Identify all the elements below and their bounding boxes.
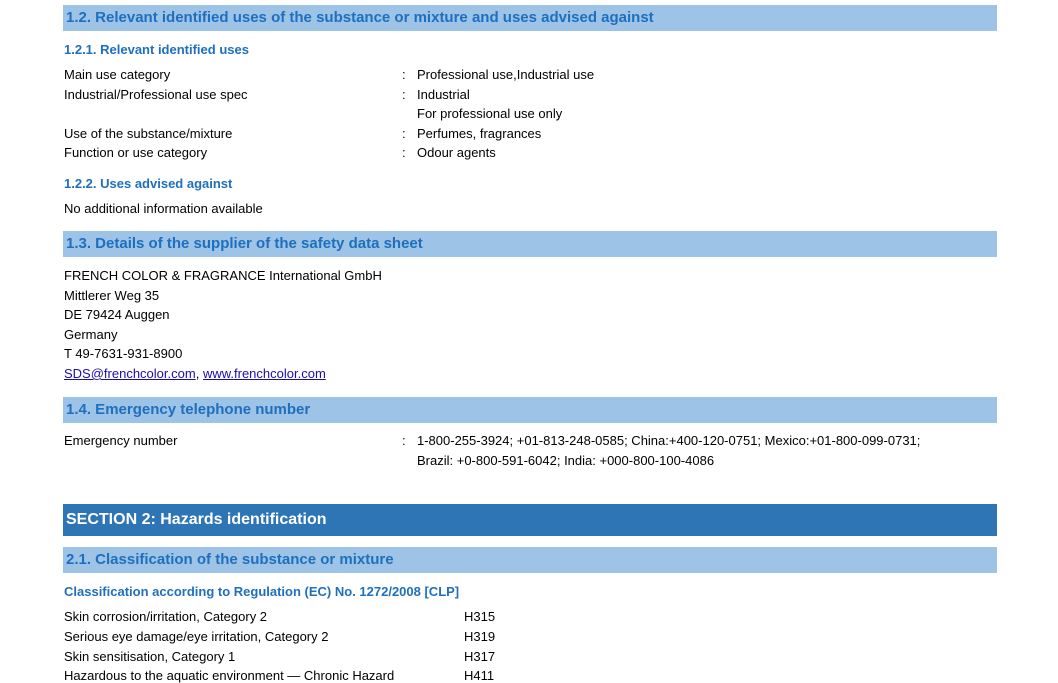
section-2-header: SECTION 2: Hazards identification (63, 504, 997, 536)
section-2-1-header: 2.1. Classification of the substance or mixture (63, 547, 997, 573)
row-label: Industrial/Professional use spec (64, 87, 248, 102)
supplier-city: DE 79424 Auggen (64, 307, 170, 322)
row-label: Main use category (64, 67, 171, 82)
section-1-2-header: 1.2. Relevant identified uses of the substance or mixture and uses advised against (63, 5, 997, 31)
emergency-label: Emergency number (64, 433, 178, 448)
hazard-code: H317 (464, 649, 496, 664)
hazard-code: H315 (464, 609, 496, 624)
row-separator: : (402, 145, 406, 160)
emergency-numbers-line-2: Brazil: +0-800-591-6042; India: +000-800-100-4086 (417, 453, 715, 468)
subsection-1-2-2-title: 1.2.2. Uses advised against (64, 176, 233, 191)
row-value: Odour agents (417, 145, 496, 160)
emergency-separator: : (402, 433, 406, 448)
row-value: Professional use,Industrial use (417, 67, 595, 82)
website-link[interactable]: www.frenchcolor.com (202, 366, 326, 381)
supplier-contact-links (64, 366, 326, 381)
row-separator: : (402, 87, 406, 102)
section-1-3-header: 1.3. Details of the supplier of the safety data sheet (63, 231, 997, 257)
row-value-continued: For professional use only (417, 106, 563, 121)
classification-name: Hazardous to the aquatic environment — Chronic Hazard (64, 668, 395, 683)
row-separator: : (402, 126, 406, 141)
row-value: Perfumes, fragrances (417, 126, 542, 141)
supplier-street: Mittlerer Weg 35 (64, 288, 160, 303)
emergency-numbers-line-1: 1-800-255-3924; +01-813-248-0585; China:+400-120-0751; Mexico:+01-800-099-0731; (417, 433, 921, 448)
supplier-country: Germany (64, 327, 118, 342)
row-separator: : (402, 67, 406, 82)
advised-against-text: No additional information available (64, 201, 263, 216)
clp-heading: Classification according to Regulation (EC) No. 1272/2008 [CLP] (64, 584, 460, 599)
hazard-code: H411 (464, 668, 495, 683)
row-label: Function or use category (64, 145, 208, 160)
subsection-1-2-1-title: 1.2.1. Relevant identified uses (64, 42, 249, 57)
email-link[interactable]: SDS@frenchcolor.com (64, 366, 196, 381)
supplier-company: FRENCH COLOR & FRAGRANCE International GmbH (64, 268, 382, 283)
classification-name: Serious eye damage/eye irritation, Category 2 (64, 629, 329, 644)
classification-name: Skin corrosion/irritation, Category 2 (64, 609, 268, 624)
row-value: Industrial (417, 87, 470, 102)
classification-name: Skin sensitisation, Category 1 (64, 649, 236, 664)
section-1-4-header: 1.4. Emergency telephone number (63, 397, 997, 423)
row-label: Use of the substance/mixture (64, 126, 233, 141)
supplier-phone: T 49-7631-931-8900 (64, 346, 183, 361)
hazard-code: H319 (464, 629, 496, 644)
link-separator: , (195, 366, 200, 381)
